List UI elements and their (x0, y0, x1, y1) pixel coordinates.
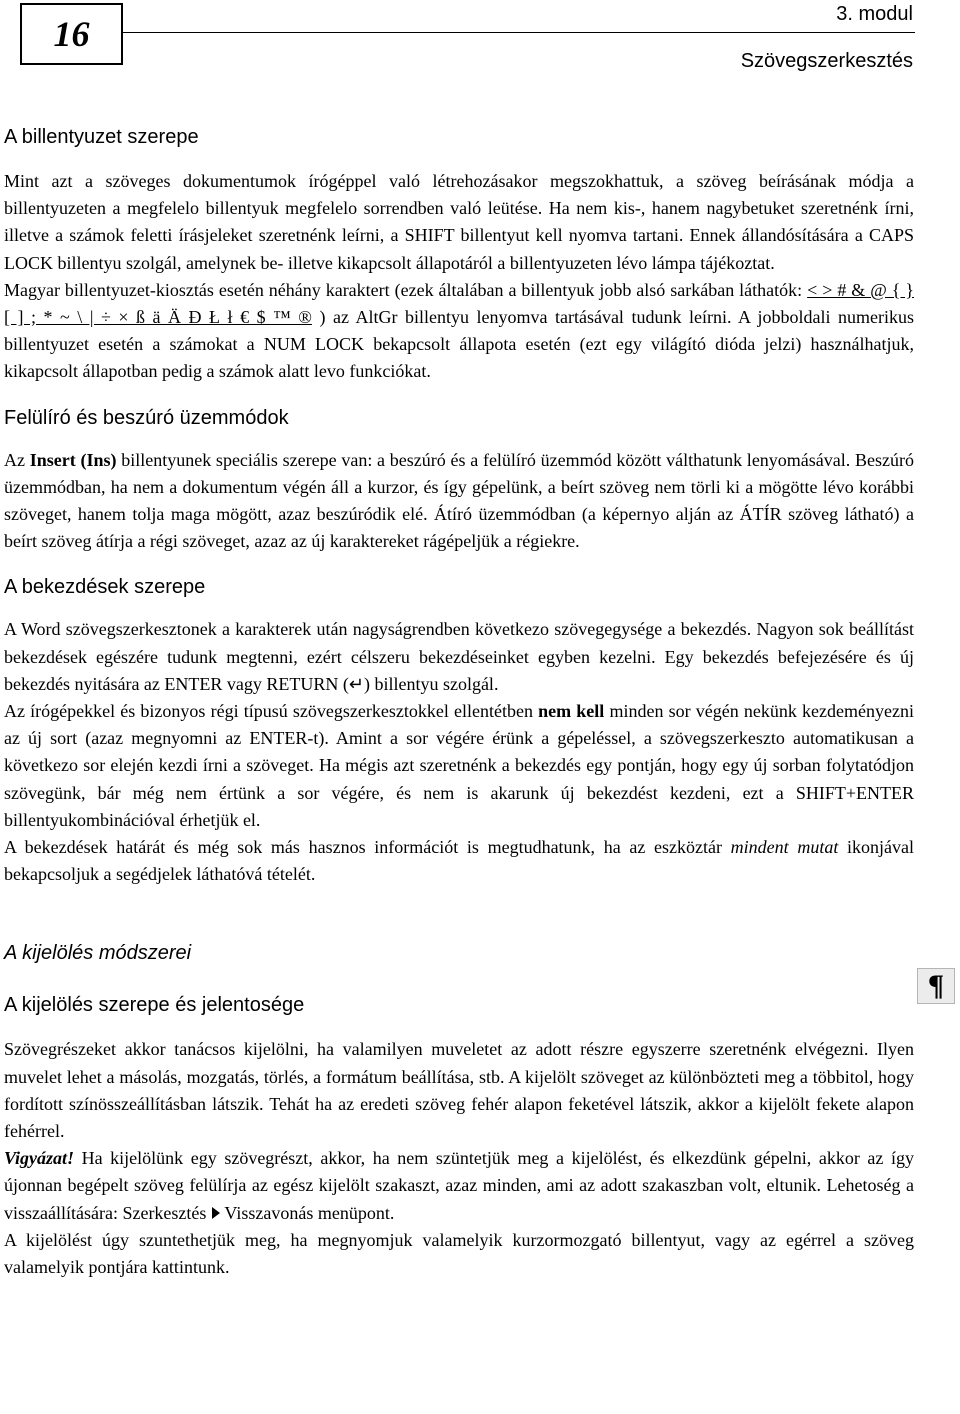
section-heading: A kijelölés szerepe és jelentosége (4, 994, 305, 1017)
menu-arrow-icon (212, 1207, 220, 1219)
section-heading: A kijelölés módszerei (4, 942, 192, 965)
paragraph: Magyar billentyuzet-kiosztás esetén néhány karaktert (ezek általában a billentyuk jobb alsó sarkában láthatók: < > # & @ { } [ ] ; * ~ \ | ÷ × ß ä Ä Đ Ł ł € $ ™ ® ) az AltGr billentyu lenyomva tartásával tudunk leírni. A jobboldali numerikus billentyuzet esetén a számokat a NUM LOCK bekapcsolt állapota esetén (ezt egy világító dióda jelzi) használhatjuk, kikapcsolt állapotban pedig a számok alatt levo funkciókat. (4, 279, 914, 382)
paragraph: Vigyázat! Ha kijelölünk egy szövegrészt, akkor, ha nem szüntetjük meg a kijelölést, és elkezdünk gépelni, akkor az így újonnan begépelt szöveg felülírja az egész kijelölt szakaszt, azaz minden, ami az adott szakaszban volt, eltunik. Lehetoség a visszaállítására: Szerkesztés Visszavonás menüpont. (4, 1148, 914, 1223)
module-title: 3. modul (836, 3, 913, 25)
chapter-title: Szövegszerkesztés (740, 50, 913, 72)
document-body (4, 122, 914, 1281)
paragraph: A bekezdések határát és még sok más hasznos információt is megtudhatunk, ha az eszköztár mindent mutat ikonjával bekapcsoljuk a segédjelek láthatóvá tételét. (4, 837, 914, 885)
paragraph: Az írógépekkel és bizonyos régi típusú szövegszerkesztokkel ellentétben nem kell minden sor végén nekünk kezdeményezni az új sort (azaz megnyomni az ENTER-t). Amint a sor végére érünk a gépeléssel, a szövegszerkeszto automatikusan a következo sor elején kezdi írni a szöveget. Ha mégis azt szeretnénk a bekezdés egy pontján, hogy egy új sorban folytatódjon szövegünk, bár még nem értünk a sor végére, és nem is akarunk új bekezdést kezdeni, ezt a SHIFT+ENTER billentyukombinációval érhetjük el. (4, 701, 914, 830)
section-heading: A bekezdések szerepe (4, 576, 206, 599)
section-heading: A billentyuzet szerepe (4, 126, 199, 148)
show-all-pilcrow-icon: ¶ (917, 968, 955, 1004)
paragraph: Szövegrészeket akkor tanácsos kijelölni, ha valamilyen muveletet az adott részre egyszerre szeretnénk elvégezni. Ilyen muvelet lehet a másolás, mozgatás, törlés, a formátum beállítása, stb. A kijelölt szöveget az különbözteti meg a többitol, hogy fordított színösszeállításban látszik. Tehát ha az eredeti szöveg fehér alapon feketével látszik, akkor a kijelölt fekete alapon fehérrel. (4, 1039, 914, 1142)
paragraph: A Word szövegszerkesztonek a karakterek után nagyságrendben következo szövegegysége a bekezdés. Nagyon sok beállítást bekezdések egészére tudunk megtenni, ezért célszeru bekezdéseinket egyben kezelni. Egy bekezdés befejezésére és új bekezdés nyitására az ENTER vagy RETURN (↵) billentyu szolgál. (4, 619, 914, 694)
header-rule (123, 32, 915, 33)
paragraph: A kijelölést úgy szuntethetjük meg, ha megnyomjuk valamelyik kurzormozgató billentyut, vagy az egérrel a szöveg valamelyik pontjára kattintunk. (4, 1229, 914, 1278)
paragraph: Mint azt a szöveges dokumentumok írógéppel való létrehozásakor megszokhattuk, a szöveg beírásának módja a billentyuzeten a megfelelo billentyuk megfelelo sorrendben való leütése. Ha nem kis-, hanem nagybetuket szeretnénk írni, illetve a számok feletti írásjeleket szeretnénk leírni, a SHIFT billentyut kell nyomva tartani. Ennek állandósítására a CAPS LOCK billentyu szolgál, amelynek be- illetve kikapcsolt állapotáról a billentyuzeten lévo lámpa tájékoztat. (4, 171, 914, 273)
page-number: 16 (20, 3, 123, 65)
paragraph: Az Insert (Ins) billentyunek speciális szerepe van: a beszúró és a felülíró üzemmód között válthatunk lenyomásával. Beszúró üzemmódban, ha nem a dokumentum végén áll a kurzor, és így gépelünk, a beírt szöveg nem törli ki a mögötte lévo korábbi szöveget, hanem tolja maga mögött, azaz beszúródik elé. Átíró üzemmódban (a képernyo alján az ÁTÍR szöveg látható) a beírt szöveg átírja a régi szöveget, azaz az új karaktereket rágépeljük a régiekre. (4, 449, 914, 552)
special-characters: < > # & @ { } [ ] ; * ~ \ | ÷ × ß ä Ä Đ Ł ł € $ ™ ® (4, 279, 914, 328)
section-heading: Felülíró és beszúró üzemmódok (4, 406, 289, 429)
